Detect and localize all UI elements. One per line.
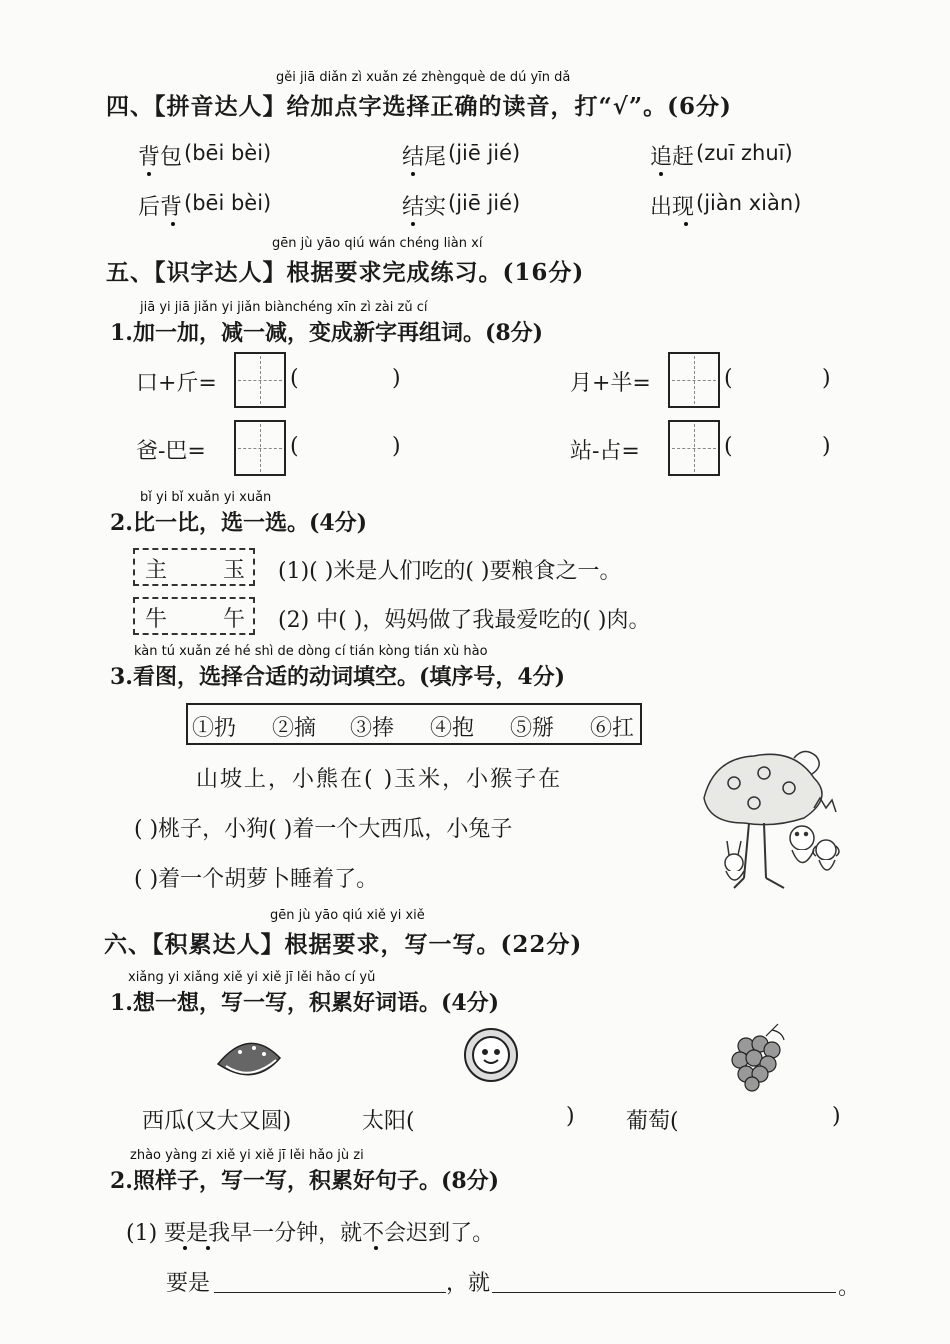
tian-grid-box-3[interactable] bbox=[234, 420, 286, 476]
paren-close: ) bbox=[392, 366, 401, 391]
verb-option: ④抱 bbox=[430, 716, 475, 741]
s5-q3-line-1: 山坡上，小熊在( )玉米，小猴子在 bbox=[196, 767, 563, 792]
pair-char: 午 bbox=[223, 607, 246, 632]
s4-options: (bēi bèi) bbox=[184, 191, 272, 215]
s5-q3-title: 3.看图，选择合适的动词填空。(填序号，4分) bbox=[110, 664, 566, 690]
paren-close: ) bbox=[392, 434, 401, 459]
eq-1: 口+斤= bbox=[136, 371, 217, 396]
answer-line-1[interactable] bbox=[214, 1292, 446, 1293]
s6-q1-word-2: 太阳( bbox=[362, 1109, 415, 1134]
paren-close: ) bbox=[566, 1104, 575, 1129]
answer-line-2[interactable] bbox=[492, 1292, 836, 1293]
eq-4: 站-占= bbox=[570, 439, 640, 464]
eq-2: 月+半= bbox=[570, 371, 651, 396]
verb-option: ①扔 bbox=[192, 716, 237, 741]
pair-char: 主 bbox=[145, 558, 168, 583]
s4-options: (jiàn xiàn) bbox=[696, 191, 802, 215]
s5-q3-line-3: ( )着一个胡萝卜睡着了。 bbox=[134, 867, 379, 892]
s4-options: (zuī zhuī) bbox=[696, 141, 793, 165]
pair-char: 玉 bbox=[223, 558, 246, 583]
s5-q2-pinyin: bǐ yi bǐ xuǎn yi xuǎn bbox=[140, 490, 272, 505]
s6-pinyin: gēn jù yāo qiú xiě yi xiě bbox=[270, 908, 425, 923]
s6-q2-period: 。 bbox=[838, 1275, 861, 1300]
paren-open: ( bbox=[724, 434, 733, 459]
paren-open: ( bbox=[290, 366, 299, 391]
paren-close: ) bbox=[832, 1104, 841, 1129]
sun-icon bbox=[458, 1022, 524, 1088]
s5-q2-title: 2.比一比，选一选。(4分) bbox=[110, 510, 368, 536]
s6-q2-jiu: ，就 bbox=[446, 1271, 491, 1296]
s5-q2-sentence-2: (2) 中( )，妈妈做了我最爱吃的( )肉。 bbox=[278, 608, 651, 633]
s4-word: 后背 bbox=[138, 195, 183, 220]
char-pair-box-1 bbox=[133, 548, 255, 586]
watermelon-icon bbox=[214, 1030, 284, 1084]
tian-grid-box-1[interactable] bbox=[234, 352, 286, 408]
s5-q3-line-2: ( )桃子，小狗( )着一个大西瓜，小兔子 bbox=[134, 817, 513, 842]
verb-option: ⑤掰 bbox=[510, 716, 555, 741]
s6-q2-pinyin: zhào yàng zi xiě yi xiě jī lěi hǎo jù zi bbox=[130, 1148, 364, 1163]
verb-options-box bbox=[186, 703, 642, 745]
s6-q1-title: 1.想一想，写一写，积累好词语。(4分) bbox=[110, 990, 500, 1016]
verb-option: ②摘 bbox=[272, 716, 317, 741]
s4-word: 出现 bbox=[650, 195, 695, 220]
paren-close: ) bbox=[822, 434, 831, 459]
s5-q2-sentence-1: (1)( )米是人们吃的( )要粮食之一。 bbox=[278, 559, 622, 584]
s4-pinyin: gěi jiā diǎn zì xuǎn zé zhèngquè de dú yīn dǎ bbox=[276, 70, 571, 85]
s4-word: 背包 bbox=[138, 145, 183, 170]
s5-q1-title: 1.加一加，减一减，变成新字再组词。(8分) bbox=[110, 320, 544, 346]
s6-q2-yaoshi: 要是 bbox=[166, 1271, 211, 1296]
s4-word: 追赶 bbox=[650, 145, 695, 170]
s5-q1-pinyin: jiā yi jiā jiǎn yi jiǎn biànchéng xīn zì zài zǔ cí bbox=[140, 300, 428, 315]
s4-word: 结实 bbox=[402, 195, 447, 220]
s4-word: 结尾 bbox=[402, 145, 447, 170]
paren-open: ( bbox=[290, 434, 299, 459]
verb-option: ③捧 bbox=[350, 716, 395, 741]
s6-q1-word-3: 葡萄( bbox=[626, 1109, 679, 1134]
animals-tree-illustration bbox=[694, 738, 854, 894]
s6-q1-pinyin: xiǎng yi xiǎng xiě yi xiě jī lěi hǎo cí yǔ bbox=[128, 970, 376, 985]
s6-q2-title: 2.照样子，写一写，积累好句子。(8分) bbox=[110, 1168, 500, 1194]
s6-q2-example: (1) 要是我早一分钟，就不会迟到了。 bbox=[126, 1221, 495, 1246]
pair-char: 牛 bbox=[145, 607, 168, 632]
s4-options: (jiē jié) bbox=[448, 191, 521, 215]
tian-grid-box-4[interactable] bbox=[668, 420, 720, 476]
grapes-icon bbox=[722, 1020, 792, 1092]
s5-pinyin: gēn jù yāo qiú wán chéng liàn xí bbox=[272, 236, 483, 251]
section-6-title: 六、【积累达人】根据要求，写一写。(22分) bbox=[104, 931, 583, 958]
tian-grid-box-2[interactable] bbox=[668, 352, 720, 408]
s4-options: (jiē jié) bbox=[448, 141, 521, 165]
section-4-title: 四、【拼音达人】给加点字选择正确的读音，打“√”。(6分) bbox=[106, 93, 732, 120]
eq-3: 爸-巴= bbox=[136, 439, 206, 464]
s5-q3-pinyin: kàn tú xuǎn zé hé shì de dòng cí tián kòng tián xù hào bbox=[134, 644, 488, 659]
s4-options: (bēi bèi) bbox=[184, 141, 272, 165]
section-5-title: 五、【识字达人】根据要求完成练习。(16分) bbox=[106, 259, 585, 286]
s6-q1-word-1: 西瓜(又大又圆) bbox=[142, 1109, 292, 1134]
char-pair-box-2 bbox=[133, 597, 255, 635]
verb-option: ⑥扛 bbox=[590, 716, 635, 741]
paren-close: ) bbox=[822, 366, 831, 391]
paren-open: ( bbox=[724, 366, 733, 391]
